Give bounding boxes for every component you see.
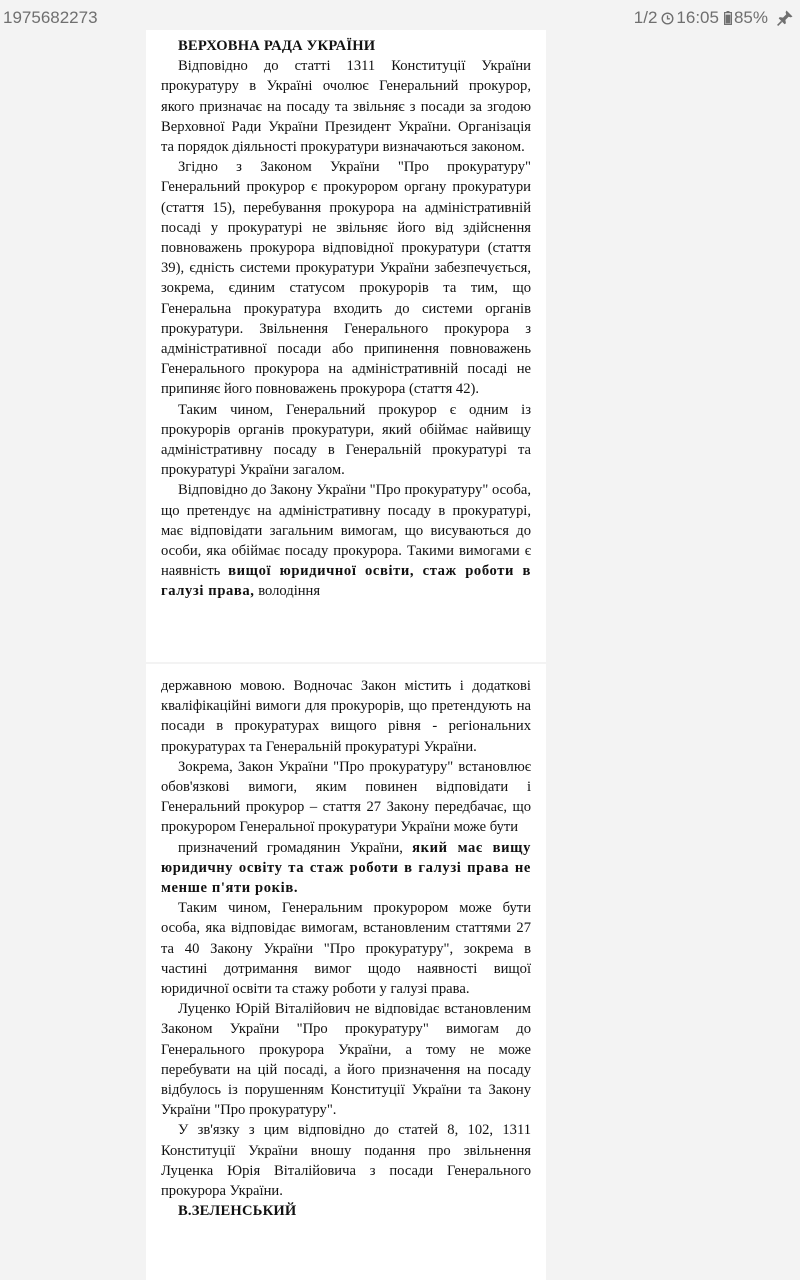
paragraph: Луценко Юрій Віталійович не відповідає встановленим Законом України "Про прокуратуру" вимогам до Генерального прокурора України, а тому не може перебувати на цій посаді, а його призначення на посаду відбулось із порушенням Конституції України та Закону України "Про прокуратуру".: [161, 1001, 531, 1119]
page-2-text: [161, 676, 531, 1221]
paragraph: Згідно з Законом України "Про прокуратуру" Генеральний прокурор є прокурором органу прокуратури (стаття 15), перебування прокурора на адміністративній посаді у прокуратурі не звільняє його від здійснення повноважень прокурора відповідної прокуратури (стаття 39), єдність системи прокуратури України забезпечується, зокрема, єдиним статусом прокурорів та тим, що Генеральна прокуратура входить до системи органів прокуратури. Звільнення Генерального прокурора з адміністративної посади або припинення повноважень Генерального прокурора на адміністративній посаді не припиняє його повноважень прокурора (стаття 42).: [161, 159, 531, 398]
paragraph: [161, 480, 531, 601]
page-counter: 1/2: [633, 8, 658, 27]
paragraph: У зв'язку з цим відповідно до статей 8, 102, 1311 Конституції України вношу подання про звільнення Луценка Юрія Віталійовича з посади Генерального прокурора України.: [161, 1122, 531, 1200]
bold-text: який має вищу юридичну освіту та стаж роботи в галузі права не менше п'яти років.: [161, 839, 531, 897]
clock-time: 16:05: [676, 8, 719, 27]
paragraph: державною мовою. Водночас Закон містить і додаткові кваліфікаційні вимоги для прокурорів, що претендують на посади в прокуратурах вищого рівня - регіональних прокуратурах та Генеральній прокуратурі України.: [161, 678, 531, 755]
paragraph: Таким чином, Генеральний прокурор є одним із прокурорів органів прокуратури, який обіймає найвищу адміністративну посаду в Генеральній прокуратурі та прокуратурі України загалом.: [161, 401, 531, 479]
status-bar-right: [634, 8, 794, 28]
document-page-1: [146, 30, 546, 662]
paragraph: Відповідно до статті 1311 Конституції України прокуратуру в Україні очолює Генеральний прокурор, якого призначає на посаду та звільняє з посади за згодою Верховної Ради України Президент України. Організація та порядок діяльності прокуратури визначаються законом.: [161, 58, 531, 156]
signature: В.ЗЕЛЕНСЬКИЙ: [178, 1203, 297, 1220]
clock-icon: [661, 12, 674, 25]
document-page-2: [146, 664, 546, 1280]
pin-icon[interactable]: [776, 9, 794, 27]
document-title: ВЕРХОВНА РАДА УКРАЇНИ: [178, 38, 376, 54]
paragraph: Зокрема, Закон України "Про прокуратуру" встановлює обов'язкові вимоги, яким повинен відповідати і Генеральний прокурор – стаття 27 Закону передбачає, що прокурором Генеральної прокуратури України може бути: [161, 758, 531, 836]
bold-text: вищої юридичної освіти, стаж роботи в галузі права,: [161, 563, 531, 600]
paragraph: [161, 838, 531, 899]
document-id: 1975682273: [3, 8, 98, 27]
paragraph-text: призначений громадянин України,: [178, 839, 413, 856]
page-1-text: [161, 36, 531, 602]
paragraph: Таким чином, Генеральним прокурором може бути особа, яка відповідає вимогам, встановленим статтями 27 та 40 Закону України "Про прокуратуру", зокрема в частині дотримання вимог щодо наявності вищої юридичної освіти та стажу роботи у галузі права.: [161, 900, 531, 998]
status-bar: [0, 0, 800, 34]
battery-level: 85%: [733, 8, 768, 27]
paragraph-text: Відповідно до Закону України "Про прокуратуру" особа, що претендує на адміністративну посаду в прокуратурі, має відповідати загальним вимогам, що висуваються до особи, яка обіймає посаду прокурора. Такими вимогами є наявність: [161, 482, 531, 580]
battery-icon: [724, 11, 732, 25]
paragraph-text: володіння: [254, 583, 321, 600]
